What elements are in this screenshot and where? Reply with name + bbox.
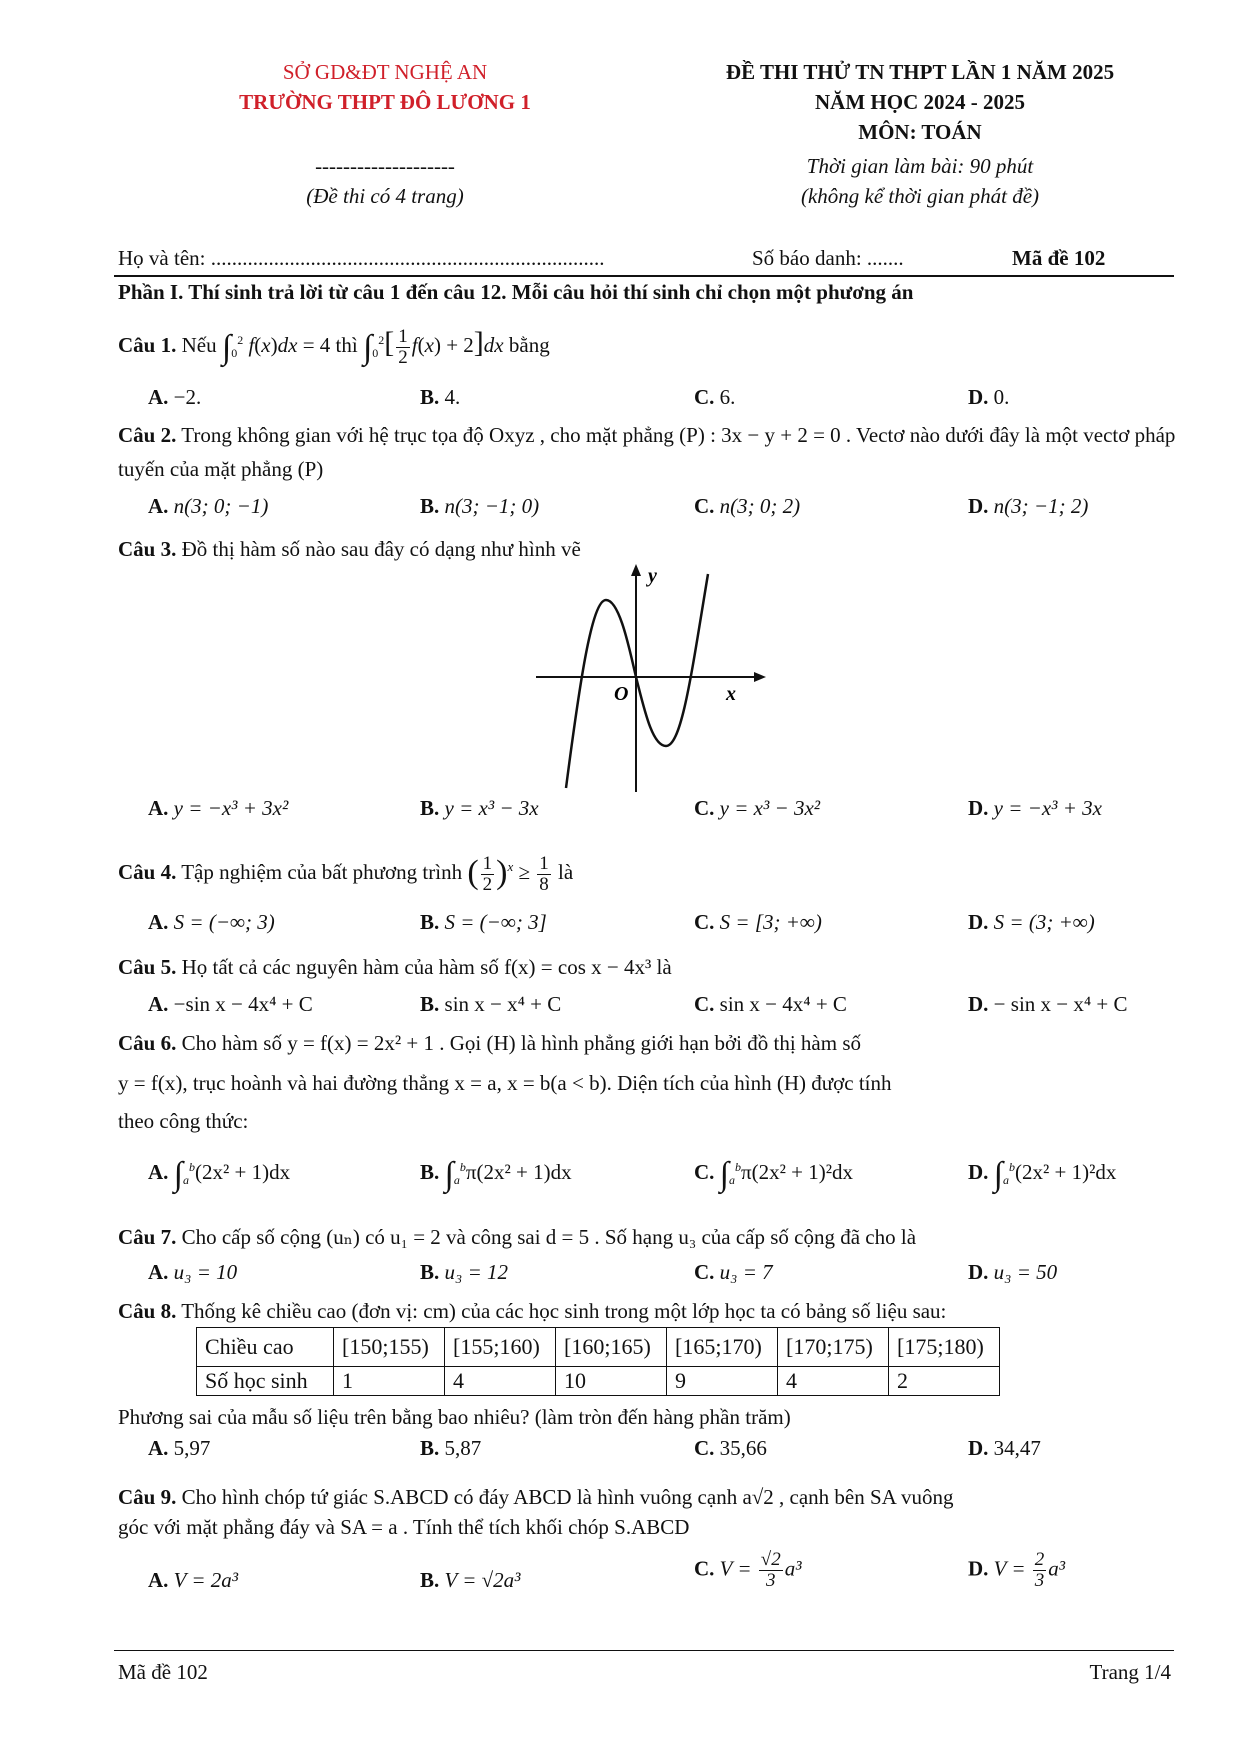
- q2-option-d[interactable]: D. n(3; −1; 2): [968, 494, 1089, 518]
- table-row: [197, 1367, 1000, 1396]
- question-4: Câu 4. Tập nghiệm của bất phương trình ( $\frac{1}{2}$ )$^x$ ≥ $\frac{1}{8}$ là: [118, 852, 574, 895]
- q6-option-b[interactable]: B. $\int_a^b\pi(2x^2 + 1)dx$: [420, 1156, 572, 1193]
- q1-option-b[interactable]: B. 4.: [420, 385, 461, 409]
- table-cell: [165;170): [667, 1328, 778, 1367]
- q1-option-c[interactable]: C. 6.: [694, 385, 736, 409]
- footer-divider: [114, 1650, 1174, 1651]
- question-8-prompt: Phương sai của mẫu số liệu trên bằng bao nhiêu? (làm tròn đến hàng phần trăm): [118, 1405, 791, 1429]
- footer-page-number: Trang 1/4: [1089, 1660, 1171, 1684]
- table-cell: 2: [889, 1367, 1000, 1396]
- exam-time: Thời gian làm bài: 90 phút: [806, 154, 1034, 178]
- inequality-expression: ( $\frac{1}{2}$ )$^x$ ≥ $\frac{1}{8}$: [467, 852, 549, 895]
- question-2: Câu 2. Trong không gian với hệ trục tọa độ Oxyz , cho mặt phẳng (P) : 3x − y + 2 = 0 . Vectơ nào dưới đây là một vectơ pháp tuyến của mặt phẳng (P): [118, 423, 1176, 481]
- question-9-line-2: góc với mặt phẳng đáy và SA = a . Tính thể tích khối chóp S.ABCD: [118, 1515, 690, 1539]
- table-header-cell: Số học sinh: [197, 1367, 334, 1396]
- table-cell: 1: [334, 1367, 445, 1396]
- table-cell: 4: [778, 1367, 889, 1396]
- question-label: Câu 1.: [118, 333, 177, 357]
- question-6-line-3: theo công thức:: [118, 1109, 249, 1133]
- q7-option-a[interactable]: A. u₃ = 10: [148, 1260, 238, 1284]
- table-header-cell: Chiều cao: [197, 1328, 334, 1367]
- student-id-field: Số báo danh: .......: [752, 246, 904, 270]
- q2-option-c[interactable]: C. n(3; 0; 2): [694, 494, 801, 518]
- integral-expression: $\int_0^2$ f(x)dx = 4: [221, 329, 331, 366]
- table-cell: [150;155): [334, 1328, 445, 1367]
- subject: MÔN: TOÁN: [858, 120, 982, 144]
- exam-code: Mã đề 102: [1012, 246, 1106, 270]
- school-year: NĂM HỌC 2024 - 2025: [815, 90, 1025, 114]
- exam-title: ĐỀ THI THỬ TN THPT LẦN 1 NĂM 2025: [725, 60, 1115, 84]
- q8-option-c[interactable]: C. 35,66: [694, 1436, 767, 1460]
- footer-exam-code: Mã đề 102: [118, 1660, 208, 1684]
- x-axis-arrow-icon: [754, 672, 766, 682]
- q8-option-b[interactable]: B. 5,87: [420, 1436, 482, 1460]
- table-cell: 9: [667, 1367, 778, 1396]
- q7-option-c[interactable]: C. u₃ = 7: [694, 1260, 773, 1284]
- q3-option-c[interactable]: C. y = x³ − 3x²: [694, 796, 821, 820]
- header-dashes: --------------------: [315, 154, 455, 178]
- q1-option-d[interactable]: D. 0.: [968, 385, 1010, 409]
- origin-label: O: [614, 683, 629, 705]
- q5-option-c[interactable]: C. sin x − 4x⁴ + C: [694, 992, 847, 1016]
- question-3: Câu 3. Đồ thị hàm số nào sau đây có dạng như hình vẽ: [118, 537, 581, 561]
- height-frequency-table: [196, 1327, 1000, 1396]
- question-8: Câu 8. Thống kê chiều cao (đơn vị: cm) của các học sinh trong một lớp học ta có bảng số liệu sau:: [118, 1299, 947, 1323]
- exam-time-note: (không kể thời gian phát đề): [800, 184, 1040, 208]
- q4-option-a[interactable]: A. S = (−∞; 3): [148, 910, 275, 934]
- table-row: [197, 1328, 1000, 1367]
- q5-option-a[interactable]: A. −sin x − 4x⁴ + C: [148, 992, 313, 1016]
- header-divider: [114, 275, 1174, 277]
- q3-option-b[interactable]: B. y = x³ − 3x: [420, 796, 539, 820]
- question-1: Câu 1. Nếu $\int_0^2$ f(x)dx = 4 thì $\int_0^2$[ $\frac{1}{2}$ f(x) + 2]dx bằng: [118, 325, 550, 368]
- question-5: Câu 5. Họ tất cả các nguyên hàm của hàm số f(x) = cos x − 4x³ là: [118, 955, 672, 979]
- question-9: Câu 9. Cho hình chóp tứ giác S.ABCD có đáy ABCD là hình vuông cạnh a√2 , cạnh bên SA vuông: [118, 1485, 954, 1509]
- q5-option-d[interactable]: D. − sin x − x⁴ + C: [968, 992, 1128, 1016]
- part1-title: Phần I. Thí sinh trả lời từ câu 1 đến câu 12. Mỗi câu hỏi thí sinh chỉ chọn một phương án: [118, 280, 914, 304]
- question-6: Câu 6. Cho hàm số y = f(x) = 2x² + 1 . Gọi (H) là hình phẳng giới hạn bởi đồ thị hàm số: [118, 1031, 861, 1055]
- q7-option-b[interactable]: B. u₃ = 12: [420, 1260, 508, 1284]
- table-cell: [155;160): [445, 1328, 556, 1367]
- table-cell: [160;165): [556, 1328, 667, 1367]
- q2-option-a[interactable]: A. n(3; 0; −1): [148, 494, 269, 518]
- question-7: Câu 7. Cho cấp số cộng (uₙ) có u₁ = 2 và công sai d = 5 . Số hạng u₃ của cấp số cộng đã cho là: [118, 1225, 917, 1249]
- q8-option-a[interactable]: A. 5,97: [148, 1436, 211, 1460]
- q9-option-d[interactable]: D. V = $\frac{2}{3}$ a³: [968, 1549, 1066, 1591]
- x-axis-label: x: [726, 683, 736, 705]
- y-axis-arrow-icon: [631, 564, 641, 576]
- q6-option-a[interactable]: A. $\int_a^b(2x^2 + 1)dx$: [148, 1156, 291, 1193]
- q3-option-a[interactable]: A. y = −x³ + 3x²: [148, 796, 289, 820]
- table-cell: 10: [556, 1367, 667, 1396]
- q9-option-c[interactable]: C. V = $\frac{√2}{3}$ a³: [694, 1549, 802, 1591]
- page-count-note: (Đề thi có 4 trang): [306, 184, 464, 208]
- question-6-line-2: y = f(x), trục hoành và hai đường thẳng x = a, x = b(a < b). Diện tích của hình (H) được tính: [118, 1071, 892, 1095]
- cubic-graph-figure: [530, 560, 770, 795]
- q8-option-d[interactable]: D. 34,47: [968, 1436, 1041, 1460]
- q4-option-d[interactable]: D. S = (3; +∞): [968, 910, 1095, 934]
- q2-option-b[interactable]: B. n(3; −1; 0): [420, 494, 540, 518]
- q3-option-d[interactable]: D. y = −x³ + 3x: [968, 796, 1102, 820]
- student-name-field: Họ và tên: ...........................................................................: [118, 246, 605, 270]
- q9-option-b[interactable]: B. V = √2a³: [420, 1568, 521, 1592]
- table-cell: 4: [445, 1367, 556, 1396]
- q6-option-d[interactable]: D. $\int_a^b(2x^2 + 1)^2dx$: [968, 1156, 1117, 1193]
- q7-option-d[interactable]: D. u₃ = 50: [968, 1260, 1058, 1284]
- q6-option-c[interactable]: C. $\int_a^b\pi(2x^2 + 1)^2dx$: [694, 1156, 854, 1193]
- table-cell: [170;175): [778, 1328, 889, 1367]
- y-axis-label: y: [648, 565, 657, 587]
- q4-option-b[interactable]: B. S = (−∞; 3]: [420, 910, 547, 934]
- q5-option-b[interactable]: B. sin x − x⁴ + C: [420, 992, 562, 1016]
- integral-expression-2: $\int_0^2$[ $\frac{1}{2}$ f(x) + 2]dx: [362, 325, 504, 368]
- department-name: SỞ GD&ĐT NGHỆ AN: [282, 60, 488, 84]
- school-name: TRƯỜNG THPT ĐÔ LƯƠNG 1: [239, 90, 531, 114]
- q9-option-a[interactable]: A. V = 2a³: [148, 1568, 239, 1592]
- table-cell: [175;180): [889, 1328, 1000, 1367]
- q1-option-a[interactable]: A. −2.: [148, 385, 202, 409]
- q4-option-c[interactable]: C. S = [3; +∞): [694, 910, 822, 934]
